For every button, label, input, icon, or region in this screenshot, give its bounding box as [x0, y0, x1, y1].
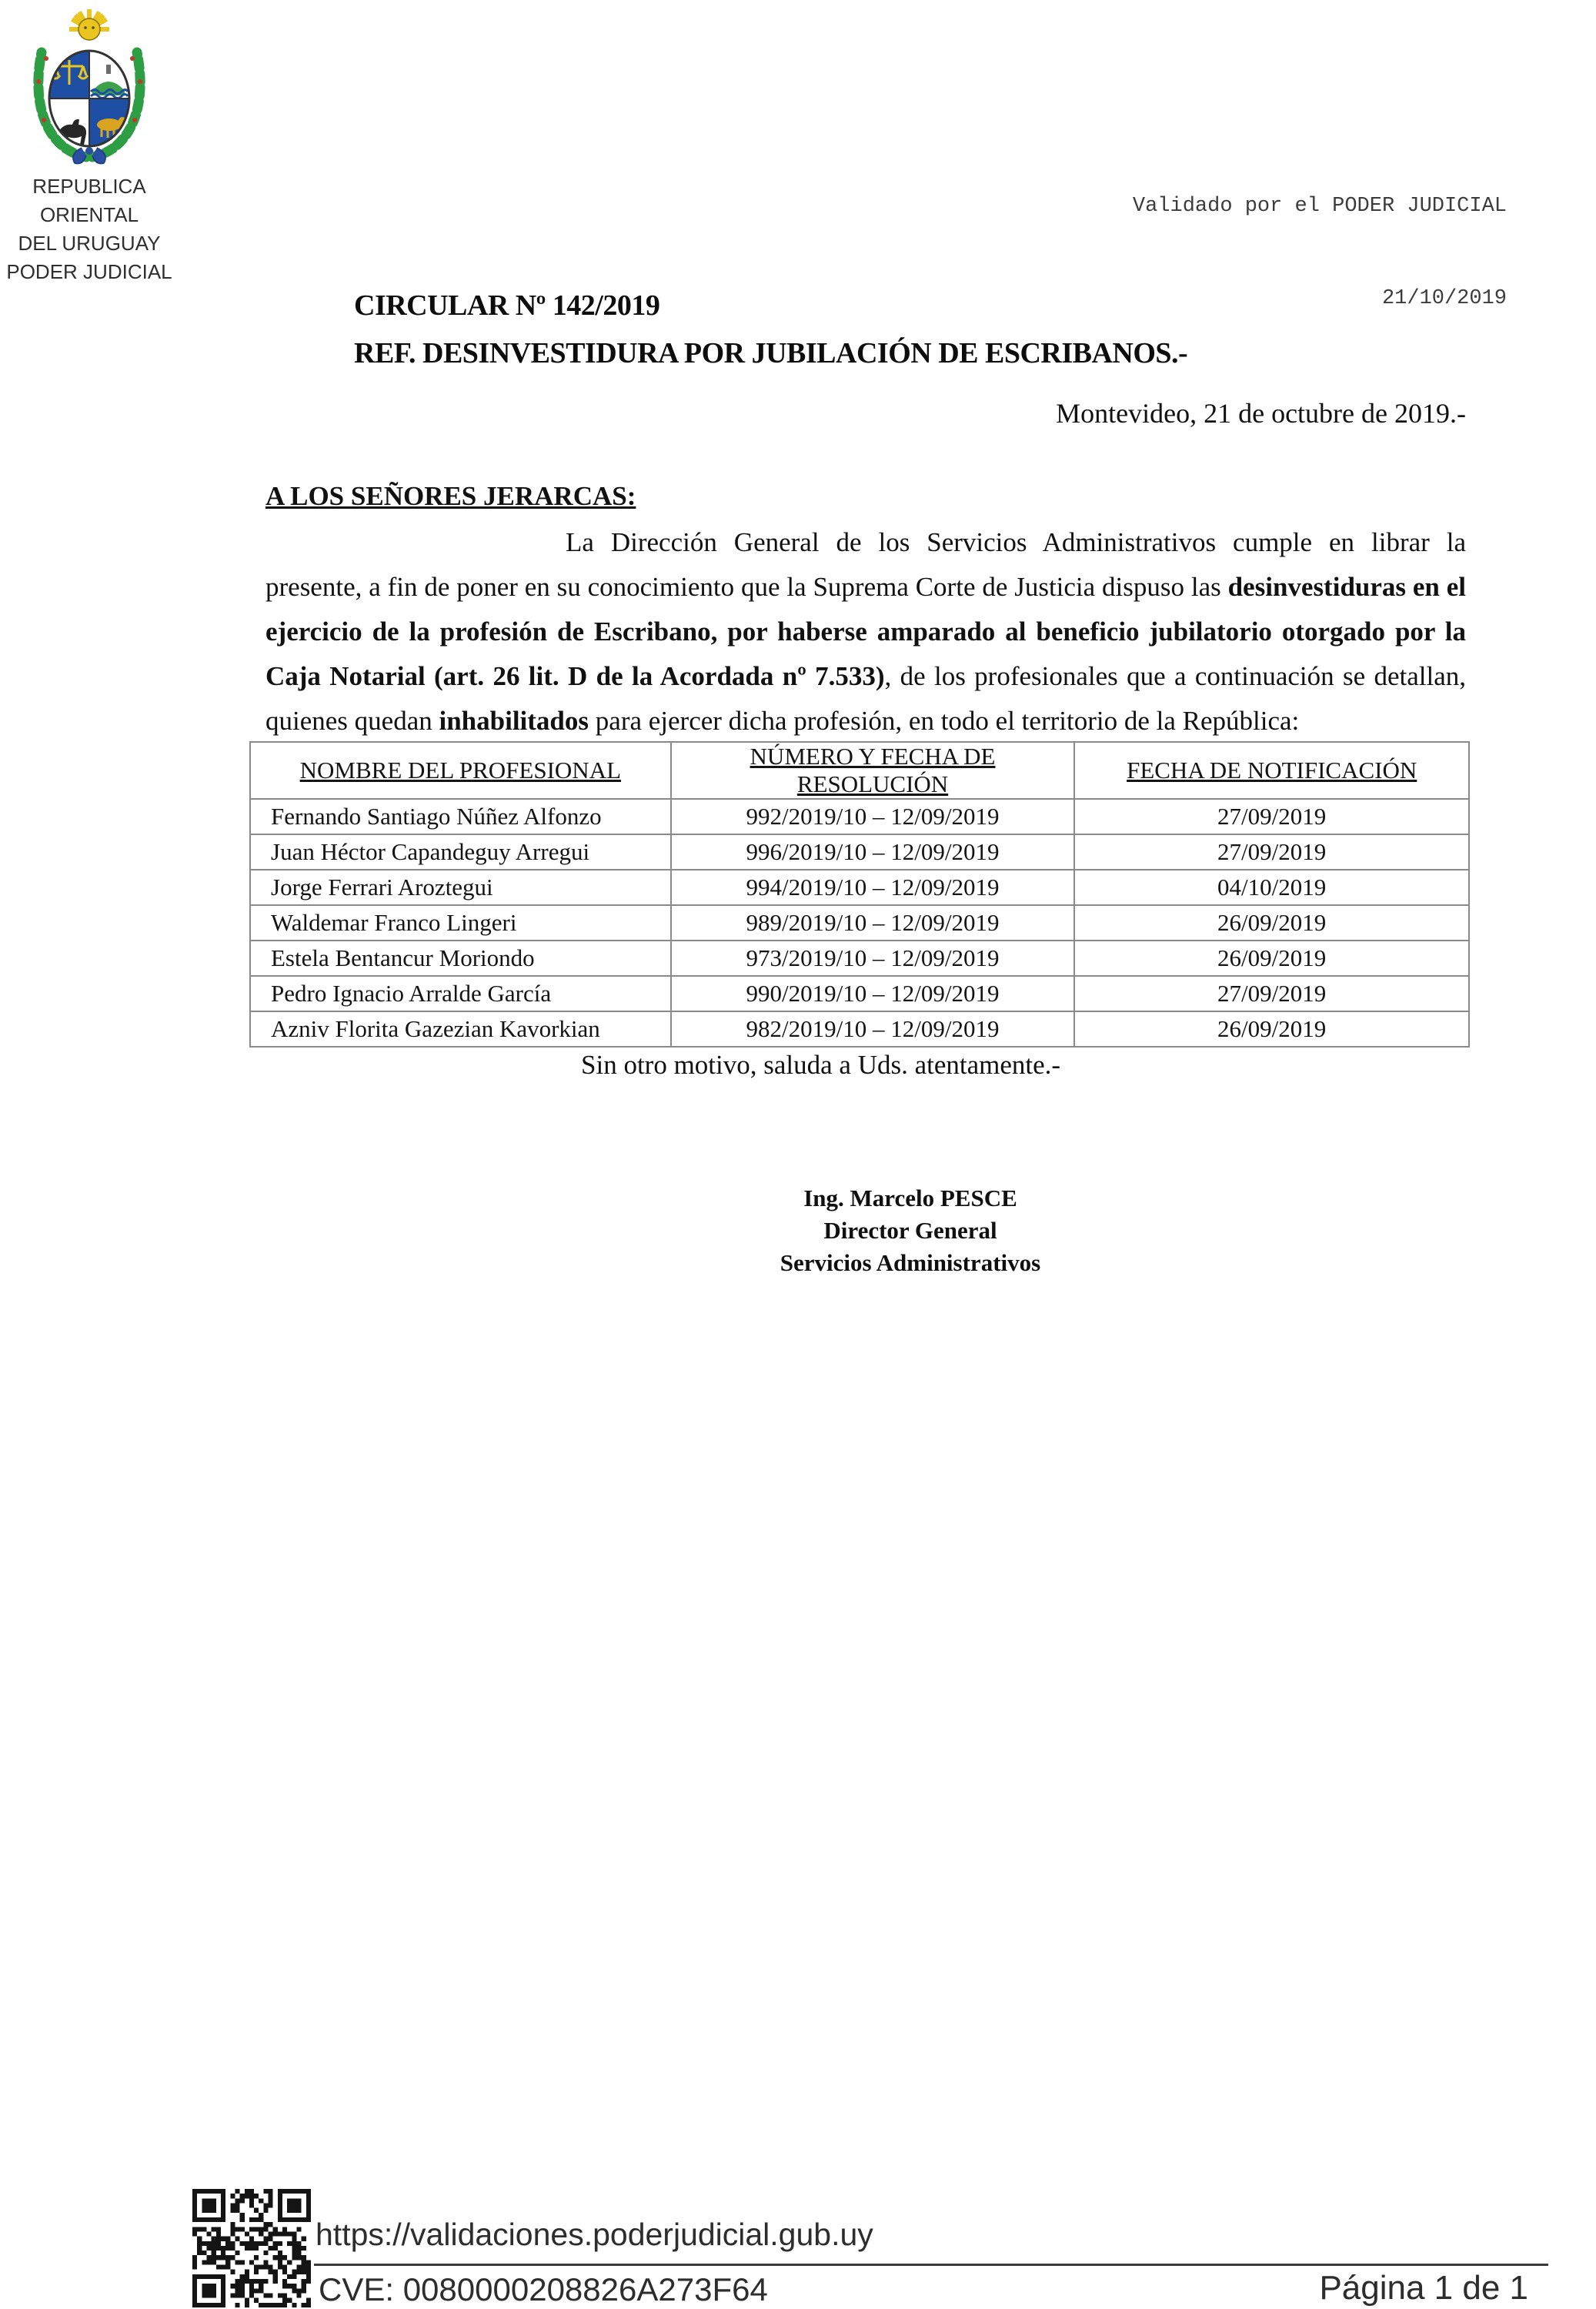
document-heading	[354, 282, 1187, 377]
cell-nombre: Waldemar Franco Lingeri	[250, 905, 671, 941]
paragraph-bold2: inhabilitados	[439, 706, 589, 736]
paragraph-bold1: desinvestiduras en el ejercicio de la profesión de Escribano, por haberse amparado al beneficio jubilatorio otorgado por la Caja Notarial (art. 26 lit. D de la Acordada nº 7.533)	[265, 572, 1466, 691]
cell-nombre: Juan Héctor Capandeguy Arregui	[250, 834, 671, 870]
closing-line: Sin otro motivo, saluda a Uds. atentamente.-	[581, 1050, 1061, 1080]
table-row	[250, 976, 1469, 1011]
cell-resolucion: 992/2019/10 – 12/09/2019	[671, 799, 1075, 834]
table-row	[250, 870, 1469, 905]
cell-resolucion: 982/2019/10 – 12/09/2019	[671, 1011, 1075, 1047]
salutation: A LOS SEÑORES JERARCAS:	[265, 481, 636, 511]
logo-caption-line1: REPUBLICA ORIENTAL	[32, 175, 146, 226]
table-header-notificacion: FECHA DE NOTIFICACIÓN	[1074, 742, 1469, 799]
cell-notificacion: 26/09/2019	[1074, 1011, 1469, 1047]
table-row	[250, 1011, 1469, 1047]
paragraph-part1: La Dirección General de los Servicios Administrativos cumple en librar la presente, a fin de poner en su conocimiento que la Suprema Corte de Justicia dispuso las	[265, 527, 1466, 602]
validation-stamp	[1133, 129, 1507, 376]
page-indicator: Página 1 de 1	[1319, 2269, 1528, 2307]
signature-block	[693, 1182, 1128, 1279]
logo-caption-line2: DEL URUGUAY	[18, 232, 161, 255]
cell-notificacion: 26/09/2019	[1074, 941, 1469, 976]
qr-code	[192, 2189, 311, 2307]
signature-title: Director General	[823, 1217, 997, 1244]
cell-notificacion: 26/09/2019	[1074, 905, 1469, 941]
paragraph-part2: , de los profesionales que a continuación se detallan, quienes quedan	[265, 661, 1467, 736]
table-row	[250, 799, 1469, 834]
uruguay-coat-of-arms-icon	[0, 5, 179, 168]
cell-notificacion: 04/10/2019	[1074, 870, 1469, 905]
table-header-row	[250, 742, 1469, 799]
validation-stamp-line1: Validado por el PODER JUDICIAL	[1132, 195, 1507, 218]
cell-resolucion: 990/2019/10 – 12/09/2019	[671, 976, 1075, 1011]
cve-text: CVE: 0080000208826A273F64	[319, 2271, 768, 2307]
subject-line: REF. DESINVESTIDURA POR JUBILACIÓN DE ESCRIBANOS.-	[354, 337, 1188, 369]
cell-notificacion: 27/09/2019	[1074, 976, 1469, 1011]
signature-office: Servicios Administrativos	[780, 1249, 1041, 1276]
signature-name: Ing. Marcelo PESCE	[803, 1185, 1017, 1211]
logo-caption-line3: PODER JUDICIAL	[6, 260, 172, 283]
logo-caption	[0, 172, 179, 286]
table-header-resolucion: NÚMERO Y FECHA DE RESOLUCIÓN	[671, 742, 1075, 799]
professionals-table	[249, 741, 1470, 1048]
validation-url: https://validaciones.poderjudicial.gub.uy	[316, 2217, 873, 2252]
table-row	[250, 941, 1469, 976]
cell-resolucion: 973/2019/10 – 12/09/2019	[671, 941, 1075, 976]
paragraph-part3: para ejercer dicha profesión, en todo el territorio de la República:	[589, 706, 1300, 736]
cell-resolucion: 996/2019/10 – 12/09/2019	[671, 834, 1075, 870]
validation-stamp-date: 21/10/2019	[1381, 287, 1507, 310]
cell-nombre: Jorge Ferrari Aroztegui	[250, 870, 671, 905]
logo-block	[0, 5, 179, 286]
cell-resolucion: 989/2019/10 – 12/09/2019	[671, 905, 1075, 941]
circular-number: CIRCULAR Nº 142/2019	[354, 289, 660, 322]
table-row	[250, 905, 1469, 941]
footer-divider	[314, 2264, 1548, 2266]
table-header-nombre: NOMBRE DEL PROFESIONAL	[250, 742, 671, 799]
table-row	[250, 834, 1469, 870]
cell-nombre: Fernando Santiago Núñez Alfonzo	[250, 799, 671, 834]
cell-notificacion: 27/09/2019	[1074, 834, 1469, 870]
cell-nombre: Pedro Ignacio Arralde García	[250, 976, 671, 1011]
body-paragraph	[265, 520, 1466, 743]
dateline: Montevideo, 21 de octubre de 2019.-	[1056, 398, 1466, 429]
cell-nombre: Estela Bentancur Moriondo	[250, 941, 671, 976]
cell-notificacion: 27/09/2019	[1074, 799, 1469, 834]
body-content	[265, 474, 1466, 743]
cell-nombre: Azniv Florita Gazezian Kavorkian	[250, 1011, 671, 1047]
cell-resolucion: 994/2019/10 – 12/09/2019	[671, 870, 1075, 905]
